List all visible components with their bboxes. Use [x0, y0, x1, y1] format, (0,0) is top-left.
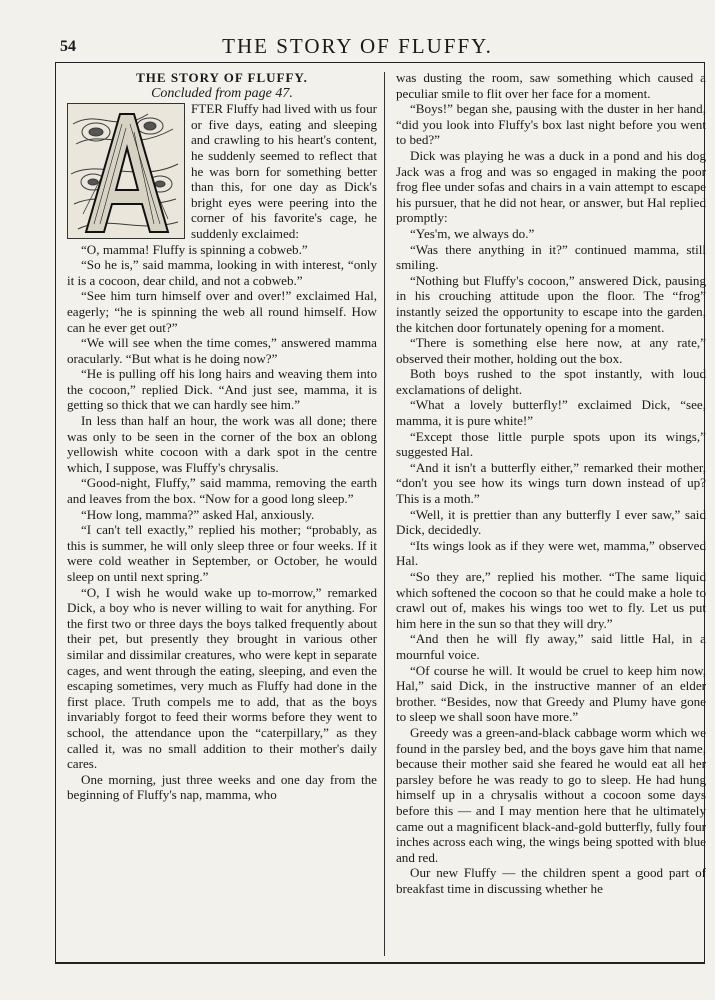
- paragraph: “And it isn't a butterfly either,” remarked their mother, “don't you see how its wings turn down instead of up? This is a moth.”: [396, 459, 706, 507]
- paragraph: “I can't tell exactly,” replied his mother; “probably, as this is summer, he will only sleep three or four weeks. If it were cold weather in September, or October, he would sleep on until next spring.”: [67, 522, 377, 584]
- paragraph: Both boys rushed to the spot instantly, with loud exclamations of delight.: [396, 366, 706, 397]
- paragraph: “Well, it is prettier than any butterfly I ever saw,” said Dick, decidedly.: [396, 506, 706, 538]
- paragraph: “See him turn himself over and over!” exclaimed Hal, eagerly; “he is spinning the web all round himself. How can he ever get out?”: [67, 288, 377, 335]
- paragraph: Our new Fluffy — the children spent a good part of breakfast time in discussing whether he: [396, 865, 706, 896]
- paragraph: “Nothing but Fluffy's cocoon,” answered Dick, pausing in his crouching attitude upon the floor. The “frog” instantly seized the opportunity to escape into the garden, the kitchen door fortunately opening for a moment.: [396, 272, 706, 335]
- paragraph: “And then he will fly away,” said little Hal, in a mournful voice.: [396, 631, 706, 662]
- paragraph: “O, I wish he would wake up to-morrow,” remarked Dick, a boy who is never willing to wait for anything. For the first two or three days the boys talked frequently about their pet, but presently they brought in various other similar and dissimilar creatures, who were kept in separate cages, and went through the eating, sleeping, and even the escaping sometimes, very much as Fluffy had done in the first place. Truth compels me to add, that as the boys invariably forgot to feed their worms before they went to school, the attendance upon the “caterpillary,” as they called it, was no small addition to their mother's daily cares.: [67, 584, 377, 772]
- paragraph: “Boys!” began she, pausing with the duster in her hand, “did you look into Fluffy's box last night before you went to bed?”: [396, 101, 706, 148]
- running-title: THE STORY OF FLUFFY.: [222, 34, 493, 58]
- paragraph: One morning, just three weeks and one day from the beginning of Fluffy's nap, mamma, who: [67, 771, 377, 803]
- paragraph: “Of course he will. It would be cruel to keep him now, Hal,” said Dick, in the instructive manner of an elder brother. “Besides, now that Greedy and Plumy have gone to sleep we shall soon have more.”: [396, 662, 706, 725]
- paragraph: FTER Fluffy had lived with us four or five days, eating and sleeping and crawling to his heart's content, he suddenly seemed to reflect that he was born for something better than this, for one day as Dick's bright eyes were peering into the corner of his favorite's cage, he suddenly exclaimed:: [191, 101, 377, 241]
- paragraph: “Yes'm, we always do.”: [410, 225, 535, 241]
- paragraph: “We will see when the time comes,” answered mamma oracularly. “But what is he doing now?”: [67, 335, 377, 366]
- column-divider: [384, 72, 385, 956]
- page-number: 54: [60, 38, 76, 55]
- paragraph: “So they are,” replied his mother. “The same liquid which softened the cocoon so that he could make a hole to crawl out of, makes his wings too wet to fly. Let us put him here in the sun so that they will dry.”: [396, 569, 706, 631]
- paragraph: In less than half an hour, the work was all done; there was only to be seen in the corner of the box an oblong yellowish white cocoon with a dark spot in the centre which, I suppose, was Fluffy's chrysalis.: [67, 413, 377, 475]
- paragraph: “How long, mamma?” asked Hal, anxiously.: [81, 506, 315, 522]
- continued-note: Concluded from page 47.: [151, 85, 293, 101]
- paragraph: “Its wings look as if they were wet, mamma,” observed Hal.: [396, 537, 706, 569]
- paragraph: “Good-night, Fluffy,” said mamma, removing the earth and leaves from the box. “Now for a good long sleep.”: [67, 475, 377, 507]
- top-rule: [55, 62, 705, 63]
- bottom-rule: [55, 962, 705, 964]
- paragraph: “O, mamma! Fluffy is spinning a cobweb.”: [81, 241, 308, 257]
- right-column: [396, 70, 706, 896]
- ornamental-initial-a-icon: [67, 103, 185, 239]
- story-title: THE STORY OF FLUFFY.: [136, 70, 308, 85]
- paragraph: “So he is,” said mamma, looking in with interest, “only it is a cocoon, dear child, and not a cobweb.”: [67, 257, 377, 288]
- left-column: [67, 70, 377, 803]
- paragraph: “He is pulling off his long hairs and weaving them into the cocoon,” replied Dick. “And just see, mamma, it is getting so thick that we can hardly see him.”: [67, 366, 377, 413]
- paragraph: was dusting the room, saw something which caused a peculiar smile to flit over her face for a moment.: [396, 70, 706, 101]
- paragraph: Dick was playing he was a duck in a pond and his dog Jack was a frog and was so engaged in making the poor frog flee under sofas and chairs in a vain attempt to escape his pursuer, that he did not hear, or answer, but Hal replied promptly:: [396, 147, 706, 226]
- paragraph: “Except those little purple spots upon its wings,” suggested Hal.: [396, 428, 706, 460]
- left-border: [55, 62, 56, 962]
- paragraph: Greedy was a green-and-black cabbage worm which we found in the parsley bed, and the boys gave him that name, because their mother said she feared he would eat all her parsley before he was ready to go to sleep. He had hung himself up in a chrysalis without a cocoon some days before this — and I may mention here that he ultimately came out a magnificent black-and-gold butterfly, fully four inches across each wing, the wings being spotted with blue and red.: [396, 724, 706, 865]
- paragraph: “There is something else here now, at any rate,” observed their mother, holding out the box.: [396, 335, 706, 366]
- paragraph: “Was there anything in it?” continued mamma, still smiling.: [396, 241, 706, 273]
- paragraph: “What a lovely butterfly!” exclaimed Dick, “see, mamma, it is pure white!”: [396, 397, 706, 429]
